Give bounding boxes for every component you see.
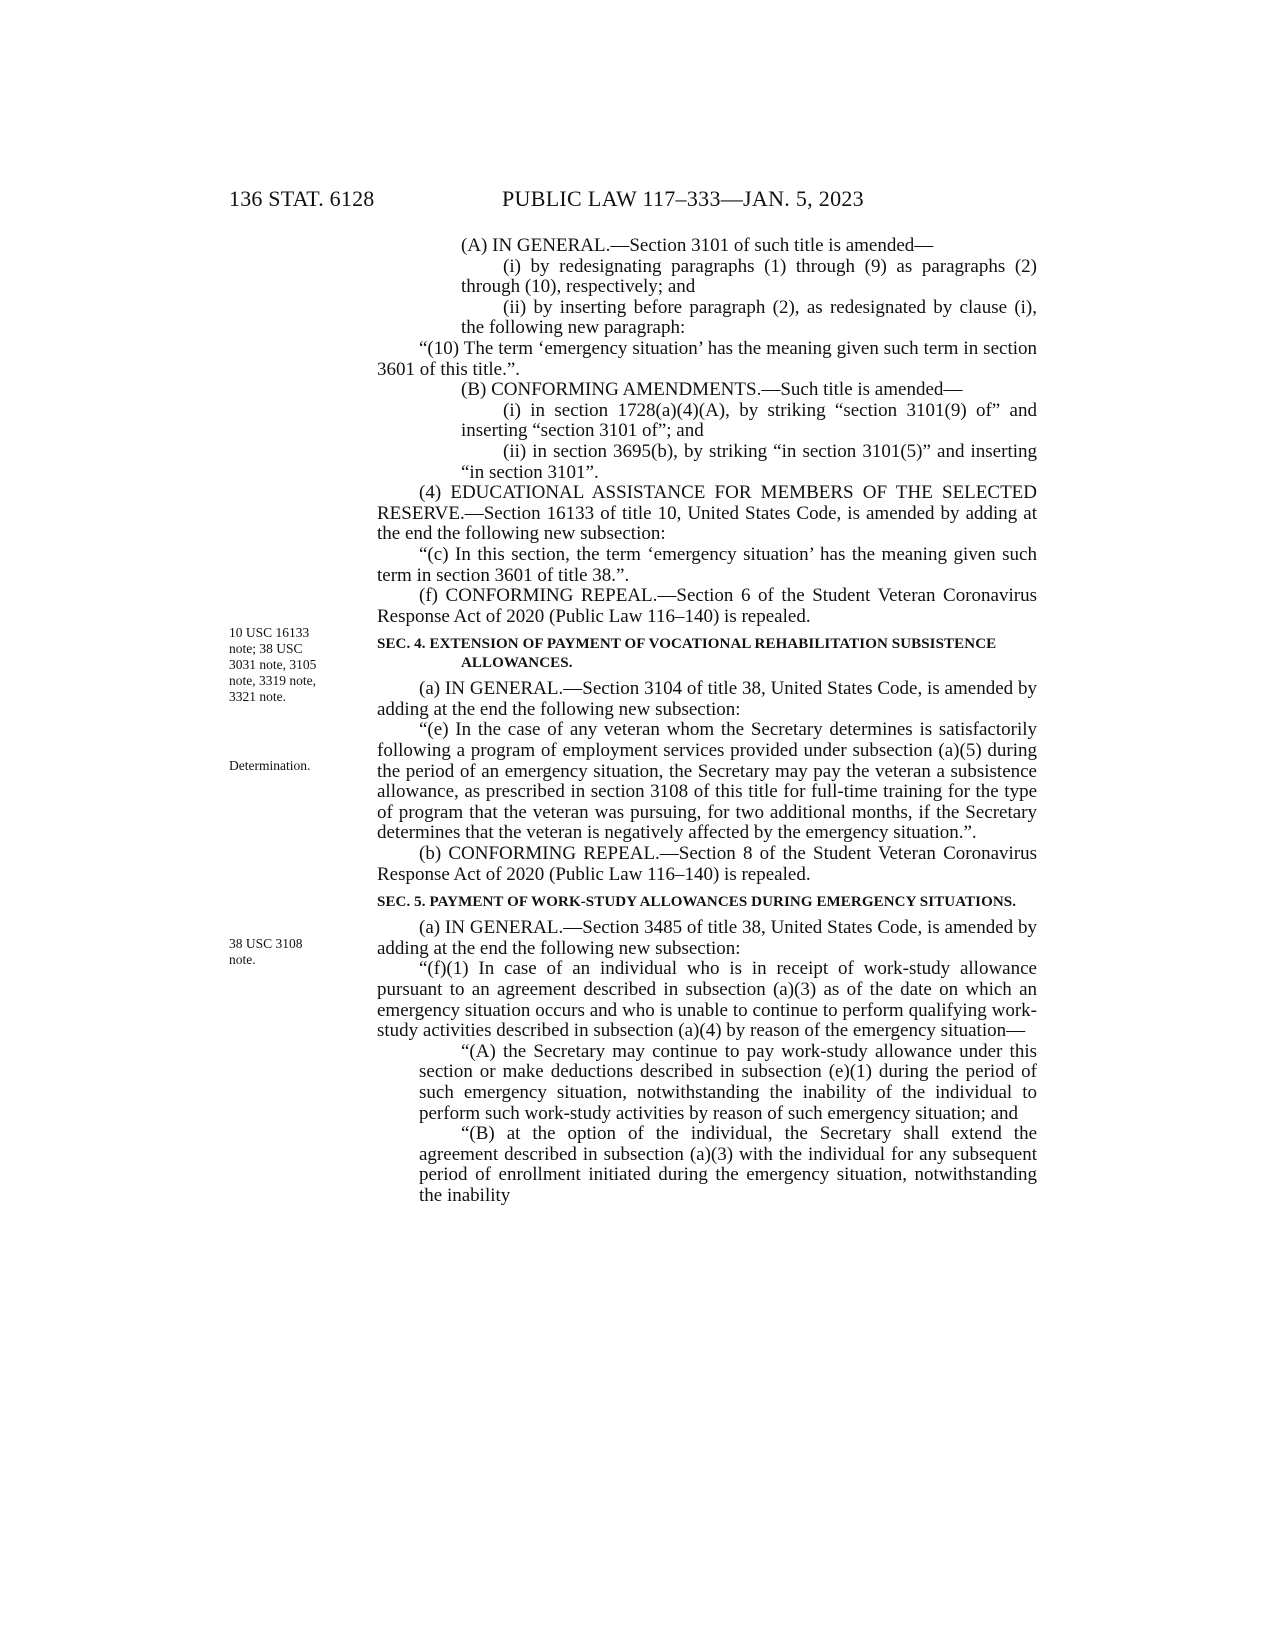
- clause-ii-section-3695: (ii) in section 3695(b), by striking “in section 3101(5)” and inserting “in section 3101”.: [461, 440, 1037, 483]
- quoted-paragraph-10: “(10) The term ‘emergency situation’ has the meaning given such term in section 3601 of this title.”.: [377, 337, 1037, 380]
- clause-i-section-1728: (i) in section 1728(a)(4)(A), by striking “section 3101(9) of” and inserting “section 3101 of”; and: [461, 399, 1037, 442]
- margin-note-citation-3108: 38 USC 3108 note.: [229, 936, 303, 967]
- page-header: [0, 186, 1275, 218]
- document-body: [377, 236, 1037, 1207]
- section-4-subsection-a: (a) IN GENERAL.—Section 3104 of title 38, United States Code, is amended by adding at the end the following new subsection:: [377, 678, 1037, 720]
- section-4-heading: SEC. 4. EXTENSION OF PAYMENT OF VOCATIONAL REHABILITATION SUBSISTENCE ALLOWANCES.: [377, 636, 997, 672]
- margin-note-citation: 10 USC 16133 note; 38 USC 3031 note, 3105 note, 3319 note, 3321 note.: [229, 625, 317, 704]
- clause-i-redesignating: (i) by redesignating paragraphs (1) through (9) as paragraphs (2) through (10), respectively; and: [461, 255, 1037, 298]
- section-4-subsection-b: (b) CONFORMING REPEAL.—Section 8 of the Student Veteran Coronavirus Response Act of 2020 (Public Law 116–140) is repealed.: [377, 843, 1038, 885]
- paragraph-a-in-general: (A) IN GENERAL.—Section 3101 of such title is amended—: [461, 235, 934, 256]
- public-law-title: PUBLIC LAW 117–333—JAN. 5, 2023: [502, 186, 864, 211]
- quoted-subsection-f1: “(f)(1) In case of an individual who is in receipt of work-study allowance pursuant to an agreement described in subsection (a)(3) as of the date on which an emergency situation occurs and who is unable to continue to perform qualifying work-study activities described in subsection (a)(4) by reason of the emergency situation—: [377, 958, 1037, 1042]
- quoted-subsection-e: “(e) In the case of any veteran whom the Secretary determines is satisfactorily following a program of employment services provided under subsection (a)(5) during the period of an emergency situation, the Secretary may pay the veteran a subsistence allowance, as prescribed in section 3108 of this title for full-time training for the type of program that the veteran was pursuing, for two additional months, if the Secretary determines that the veteran is negatively affected by the emergency situation.”.: [377, 719, 1037, 844]
- subsection-f-conforming-repeal: (f) CONFORMING REPEAL.—Section 6 of the Student Veteran Coronavirus Response Act of 2020 (Public Law 116–140) is repealed.: [377, 585, 1037, 627]
- section-5-heading: SEC. 5. PAYMENT OF WORK-STUDY ALLOWANCES DURING EMERGENCY SITUATIONS.: [377, 894, 1017, 911]
- clause-ii-inserting: (ii) by inserting before paragraph (2), as redesignated by clause (i), the following new paragraph:: [461, 296, 1037, 339]
- paragraph-4-educational-assistance: (4) EDUCATIONAL ASSISTANCE FOR MEMBERS OF THE SELECTED RESERVE.—Section 16133 of title 10, United States Code, is amended by adding at the end the following new subsection:: [377, 482, 1038, 545]
- section-5-subsection-a: (a) IN GENERAL.—Section 3485 of title 38, United States Code, is amended by adding at the end the following new subsection:: [377, 917, 1037, 959]
- margin-note-determination: Determination.: [229, 758, 311, 773]
- paragraph-b-conforming-amendments: (B) CONFORMING AMENDMENTS.—Such title is amended—: [461, 379, 963, 401]
- quoted-subsection-c: “(c) In this section, the term ‘emergency situation’ has the meaning given such term in section 3601 of title 38.”.: [377, 543, 1037, 586]
- quoted-subparagraph-b: “(B) at the option of the individual, the Secretary shall extend the agreement described in subsection (a)(3) with the individual for any subsequent period of enrollment initiated during the emergency situation, notwithstanding the inability: [419, 1123, 1037, 1206]
- quoted-subparagraph-a: “(A) the Secretary may continue to pay work-study allowance under this section or make deductions described in subsection (e)(1) during the period of such emergency situation, notwithstanding the inability of the individual to perform such work-study activities by reason of such emergency situation; and: [419, 1040, 1037, 1124]
- statute-page-reference: 136 STAT. 6128: [229, 186, 375, 211]
